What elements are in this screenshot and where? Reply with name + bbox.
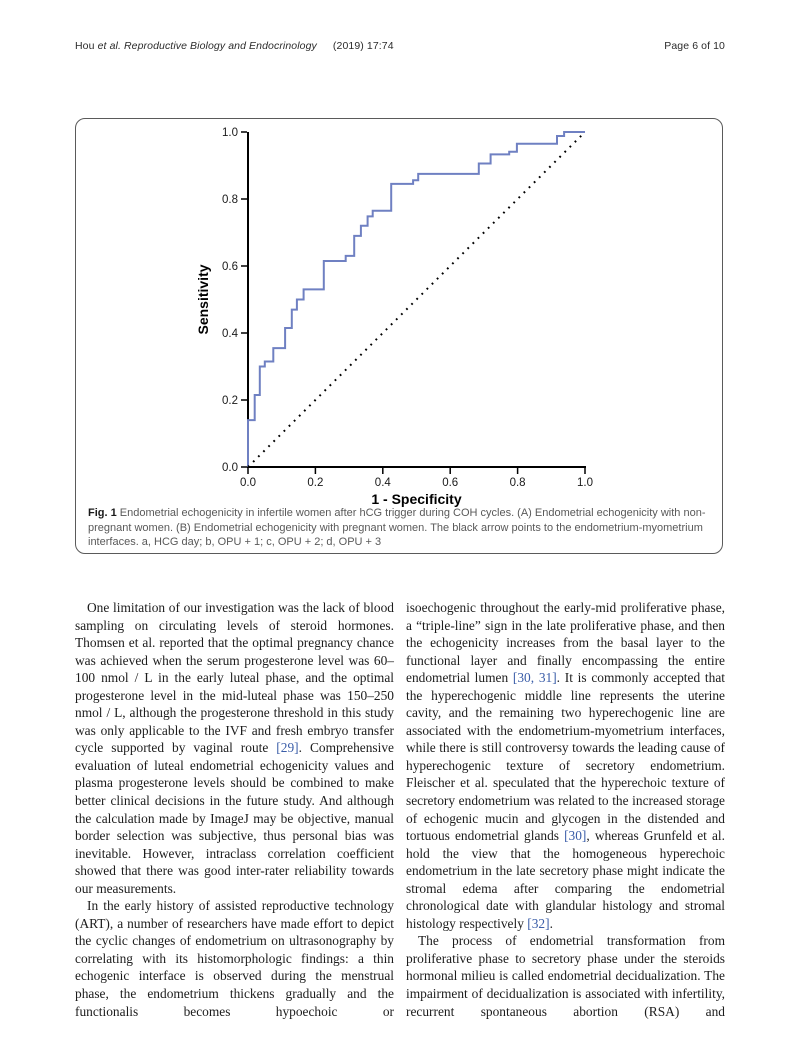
running-head-journal: et al. Reproductive Biology and Endocrinology <box>97 40 317 52</box>
paragraph-text: . <box>549 915 553 931</box>
body-column-right <box>406 599 725 1020</box>
x-tick-label: 0.0 <box>240 477 256 489</box>
x-tick-label: 0.2 <box>307 477 324 489</box>
y-tick-label: 0.4 <box>222 328 238 340</box>
y-tick-label: 0.6 <box>222 261 238 273</box>
paragraph <box>75 599 394 897</box>
y-tick-label: 1.0 <box>222 127 238 139</box>
citation-link[interactable]: [29] <box>276 740 299 756</box>
paragraph: The process of endometrial transformation from proliferative phase to secretory phase under the steroids hormonal milieu is called endometrial decidualization. The impairment of decidualization is associated with infertility, recurrent spontaneous abortion (RSA) and <box>406 933 725 1019</box>
paragraph: In the early history of assisted reproductive technology (ART), a number of researchers have made effort to depict the cyclic changes of endometrium on ultrasonography by correlating with its histomorphologic findings: a thin echogenic interface is observed during the menstrual phase, the endometrium thickens gradually and the functionalis becomes hypoechoic or <box>75 898 394 1019</box>
page-header <box>75 40 725 52</box>
running-head <box>75 40 317 52</box>
y-tick-label: 0.2 <box>222 395 238 407</box>
y-tick-label: 0.0 <box>222 462 238 474</box>
figure-caption <box>88 506 710 550</box>
running-head-authors: Hou <box>75 40 98 52</box>
x-tick-label: 0.8 <box>509 477 526 489</box>
running-head-citation: (2019) 17:74 <box>332 40 394 52</box>
y-axis-title: Sensitivity <box>195 264 211 335</box>
citation-link[interactable]: [30, 31] <box>512 670 557 686</box>
paragraph-text: . It is commonly accepted that the hyperechogenic middle line represents the uterine cavity, and the remaining two hyperechogenic line are associated with the endometrium-myometrium interfaces, while there is still controversy towards the leading cause of hyperechogenic texture of secretory endometrium. Fleischer et al. speculated that the hyperechoic texture of secretory endometrium was related to the increased storage of echogenic mucin and glycogen in the distended and tortuous endometrial glands <box>406 670 725 844</box>
citation-link[interactable]: [32] <box>527 915 550 931</box>
roc-chart-svg <box>76 119 724 509</box>
paragraph-text: isoechogenic throughout the early-mid proliferative phase, a “triple-line” sign in the late proliferative phase, and then the echogenicity increases from the basal layer to the functional layer and finally encompassing the entire endometrial lumen <box>406 600 725 686</box>
paragraph <box>406 599 725 932</box>
paragraph-text: One limitation of our investigation was the lack of blood sampling on circulating levels of steroid hormones. Thomsen et al. reported that the optimal pregnancy chance was achieved when the serum progesterone level was 60–100 nmol / L in the early luteal phase, and the optimal progesterone level in the mid-luteal phase was 150–250 nmol / L, although the progesterone threshold in this study was only applicable to the IVF and fresh embryo transfer cycle supported by vaginal route <box>75 600 394 756</box>
y-tick-label: 0.8 <box>222 194 238 206</box>
page-number: Page 6 of 10 <box>664 40 725 52</box>
figure-1-box <box>75 118 723 554</box>
paragraph-text: , whereas Grunfeld et al. hold the view that the homogeneous hyperechoic endometrium in the late secretory phase might indicate the stromal edema after comparing the endometrial chronological date with glandular histology and stromal histology respectively <box>406 828 725 931</box>
citation-link[interactable]: [30] <box>564 828 587 844</box>
paragraph-text: . Comprehensive evaluation of luteal endometrial echogenicity values and plasma progesterone levels should be combined to make better clinical decisions in the future study. And although the calculation made by ImageJ may be objective, manual border selection was subjective, thus personal bias was inevitable. However, intraclass correlation coefficient showed that there was good inter-rater reliability towards our measurements. <box>75 740 394 896</box>
figure-caption-label: Fig. 1 <box>88 507 117 519</box>
x-axis-title: 1 - Specificity <box>371 491 462 507</box>
x-tick-label: 1.0 <box>577 477 593 489</box>
body-column-left <box>75 599 394 1020</box>
x-tick-label: 0.6 <box>442 477 459 489</box>
figure-caption-text: Endometrial echogenicity in infertile women after hCG trigger during COH cycles. (A) Endometrial echogenicity with non-pregnant women. (B) Endometrial echogenicity with pregnant women. The black arrow points to the endometrium-myometrium interfaces. a, HCG day; b, OPU + 1; c, OPU + 2; d, OPU + 3 <box>88 507 706 548</box>
x-tick-label: 0.4 <box>374 477 391 489</box>
